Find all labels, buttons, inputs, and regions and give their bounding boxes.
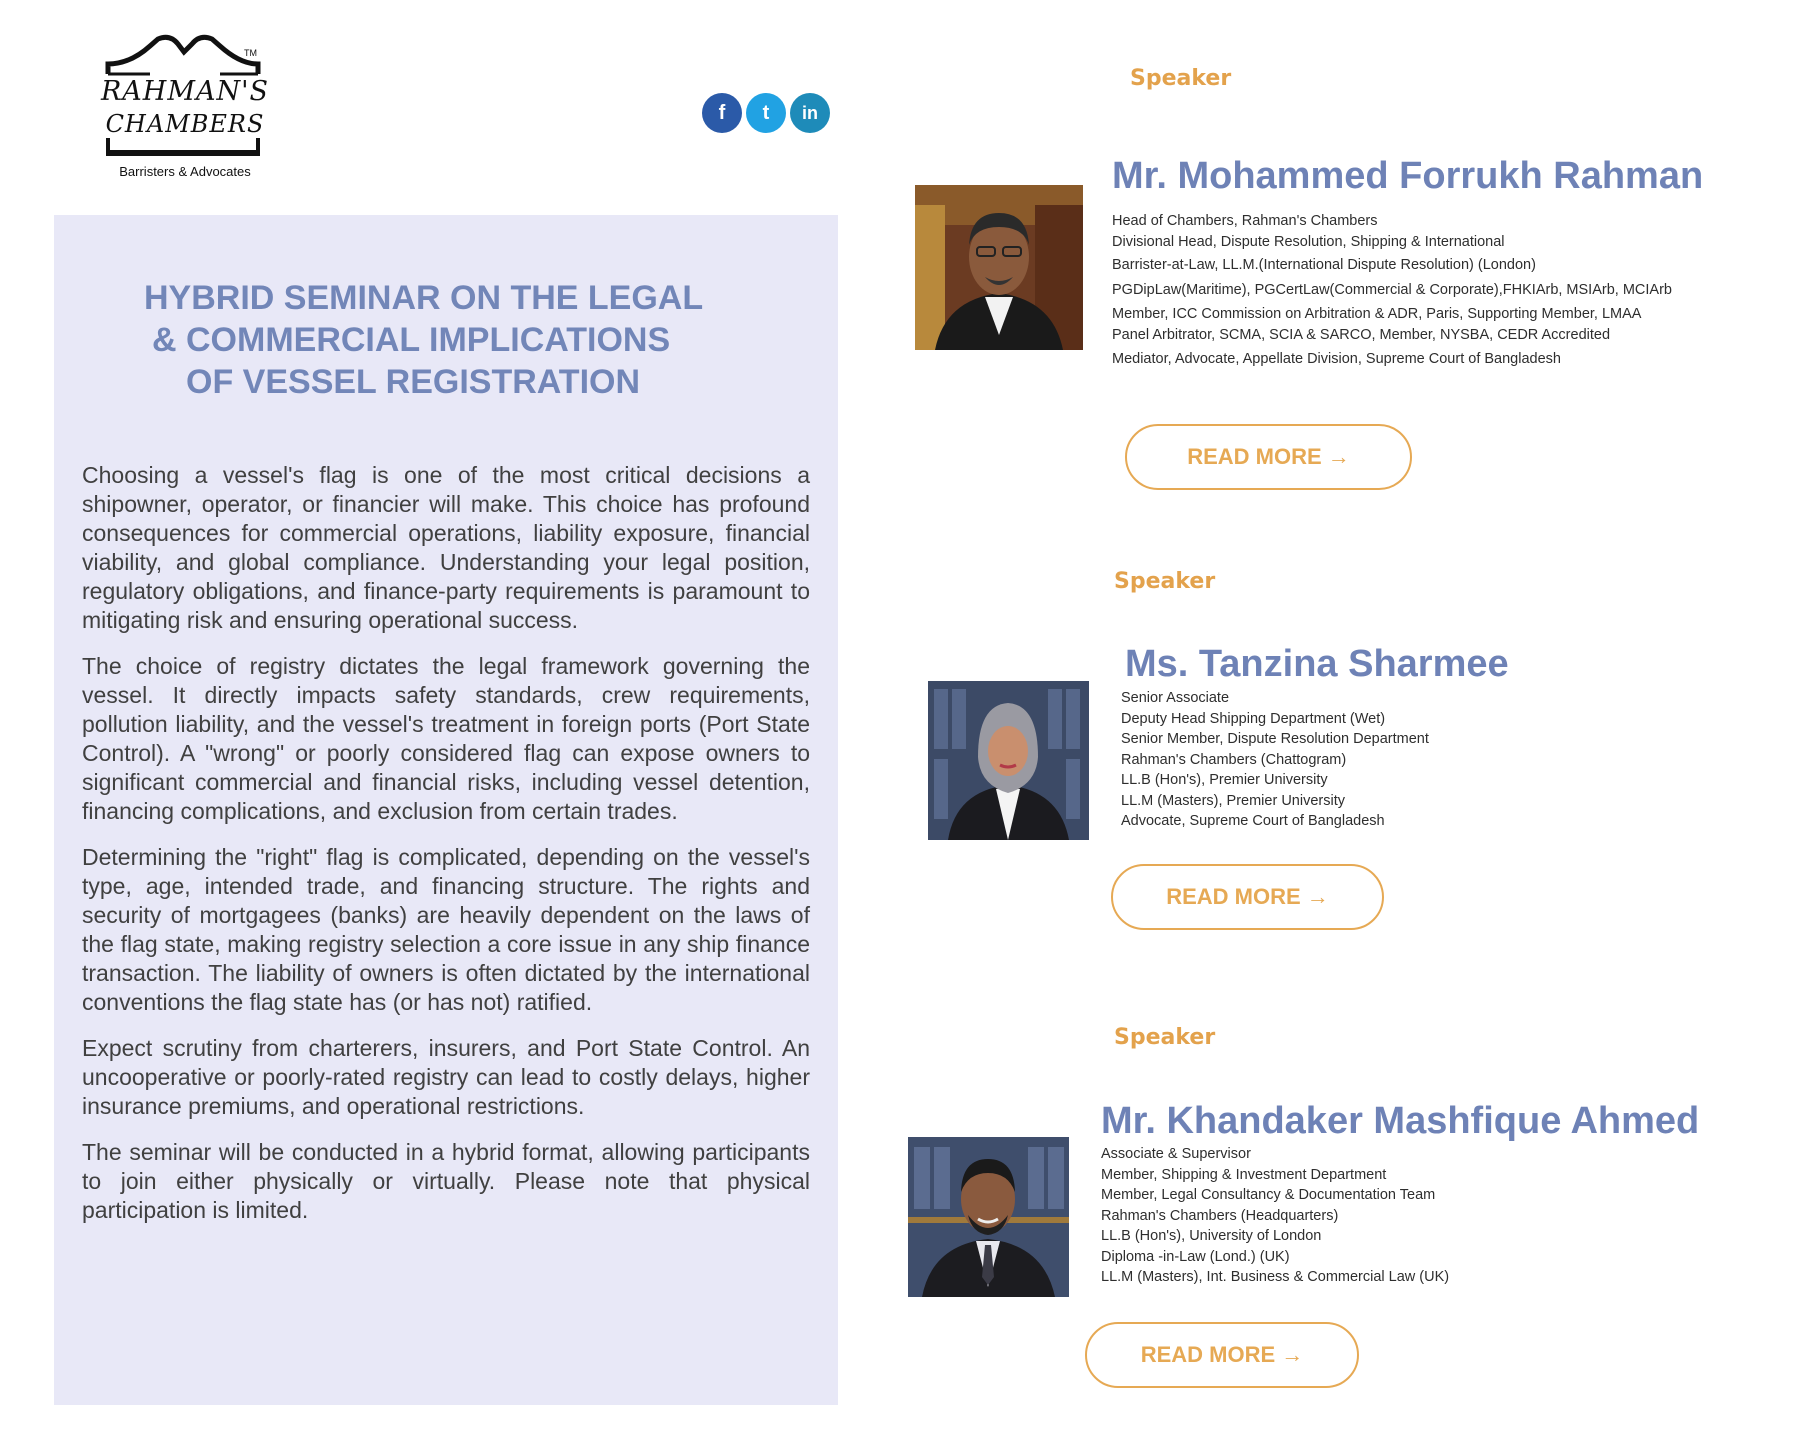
speaker-2-line: Advocate, Supreme Court of Bangladesh	[1121, 813, 1385, 829]
speaker-1-line: Member, ICC Commission on Arbitration & ADR, Paris, Supporting Member, LMAA	[1112, 306, 1642, 322]
speaker-3-line: Member, Legal Consultancy & Documentation Team	[1101, 1187, 1436, 1203]
speaker-1-read-more-button[interactable]: READ MORE →	[1125, 424, 1412, 490]
speaker-1-line: PGDipLaw(Maritime), PGCertLaw(Commercial & Corporate),FHKIArb, MSIArb, MCIArb	[1112, 281, 1672, 298]
seminar-panel	[54, 215, 838, 1405]
speaker-2-line: Senior Member, Dispute Resolution Department	[1121, 731, 1429, 747]
speaker-1-photo	[915, 185, 1083, 350]
speaker-2-line: Deputy Head Shipping Department (Wet)	[1121, 710, 1386, 727]
speaker-1-label: Speaker	[1130, 66, 1232, 91]
title-line-2: & COMMERCIAL IMPLICATIONS	[152, 321, 671, 359]
paragraph-5: The seminar will be conducted in a hybrid format, allowing participants to join either physically or virtually. Please note that physical participation is limited.	[82, 1139, 810, 1223]
linkedin-icon[interactable]: in	[790, 93, 830, 133]
speaker-3-name: Mr. Khandaker Mashfique Ahmed	[1101, 1100, 1700, 1142]
seminar-description	[82, 461, 810, 1242]
speaker-1-name: Mr. Mohammed Forrukh Rahman	[1112, 155, 1704, 197]
logo-line-2: CHAMBERS	[105, 110, 265, 138]
speaker-3-line: LL.M (Masters), Int. Business & Commercial Law (UK)	[1101, 1269, 1450, 1285]
speaker-3-credentials	[1101, 1144, 1449, 1288]
paragraph-3: Determining the "right" flag is complicated, depending on the vessel's type, age, intended trade, and financing structure. The rights and security of mortgagees (banks) are heavily dependent on the laws of the flag state, making registry selection a core issue in any ship finance transaction. The liability of owners is often dictated by the international conventions the flag state has (or has not) ratified.	[82, 844, 810, 1015]
speaker-3-line: Rahman's Chambers (Headquarters)	[1101, 1207, 1339, 1224]
speaker-1-line: Divisional Head, Dispute Resolution, Shipping & International	[1112, 233, 1505, 250]
paragraph-2: The choice of registry dictates the legal framework governing the vessel. It directly impacts safety standards, crew requirements, pollution liability, and the vessel's treatment in foreign ports (Port State Control). A "wrong" or poorly considered flag can expose owners to significant commercial and financial risks, including vessel detention, financing complications, and exclusion from certain trades.	[82, 653, 810, 824]
social-links	[702, 93, 830, 133]
title-line-3: OF VESSEL REGISTRATION	[186, 363, 641, 401]
speaker-1-line: Mediator, Advocate, Appellate Division, Supreme Court of Bangladesh	[1112, 351, 1561, 367]
speaker-3-line: LL.B (Hon's), University of London	[1101, 1228, 1322, 1244]
trademark: TM	[244, 48, 257, 58]
speaker-3-line: Associate & Supervisor	[1101, 1146, 1251, 1162]
speaker-1-credentials	[1112, 211, 1672, 370]
speaker-1-line: Panel Arbitrator, SCMA, SCIA & SARCO, Member, NYSBA, CEDR Accredited	[1112, 326, 1611, 343]
speaker-3-read-more-button[interactable]: READ MORE →	[1085, 1322, 1359, 1388]
facebook-icon[interactable]: f	[702, 93, 742, 133]
speaker-2-line: Rahman's Chambers (Chattogram)	[1121, 751, 1347, 768]
speaker-2-read-more-button[interactable]: READ MORE →	[1111, 864, 1384, 930]
speaker-3-portrait-icon	[908, 1137, 1069, 1297]
twitter-icon[interactable]: t	[746, 93, 786, 133]
speaker-2-name: Ms. Tanzina Sharmee	[1125, 643, 1509, 685]
speaker-2-portrait-icon	[928, 681, 1089, 840]
paragraph-4: Expect scrutiny from charterers, insurers, and Port State Control. An uncooperative or poorly-rated registry can lead to costly delays, higher insurance premiums, and operational restrictions.	[82, 1035, 810, 1119]
seminar-title	[144, 277, 784, 403]
speaker-1-line: Head of Chambers, Rahman's Chambers	[1112, 213, 1378, 229]
speaker-2-line: LL.B (Hon's), Premier University	[1121, 772, 1328, 788]
speaker-3-line: Diploma -in-Law (Lond.) (UK)	[1101, 1248, 1290, 1265]
speaker-2-line: LL.M (Masters), Premier University	[1121, 792, 1345, 809]
speaker-1-portrait-icon	[915, 185, 1083, 350]
speaker-2-label: Speaker	[1114, 569, 1216, 594]
title-line-1: HYBRID SEMINAR ON THE LEGAL	[144, 279, 704, 317]
logo-line-1: RAHMAN'S	[100, 76, 270, 107]
speaker-2-line: Senior Associate	[1121, 690, 1230, 706]
speaker-3-photo	[908, 1137, 1069, 1297]
speaker-2-credentials	[1121, 688, 1429, 832]
chambers-logo	[100, 34, 270, 184]
paragraph-1: Choosing a vessel's flag is one of the most critical decisions a shipowner, operator, or financier will make. This choice has profound consequences for commercial operations, liability exposure, financial viability, and global compliance. Understanding your legal position, regulatory obligations, and finance-party requirements is paramount to mitigating risk and ensuring operational success.	[82, 462, 810, 633]
speaker-1-line: Barrister-at-Law, LL.M.(International Dispute Resolution) (London)	[1112, 257, 1536, 273]
speaker-2-photo	[928, 681, 1089, 840]
speaker-3-line: Member, Shipping & Investment Department	[1101, 1166, 1387, 1183]
logo-tagline: Barristers & Advocates	[119, 164, 251, 179]
speaker-3-label: Speaker	[1114, 1025, 1216, 1050]
